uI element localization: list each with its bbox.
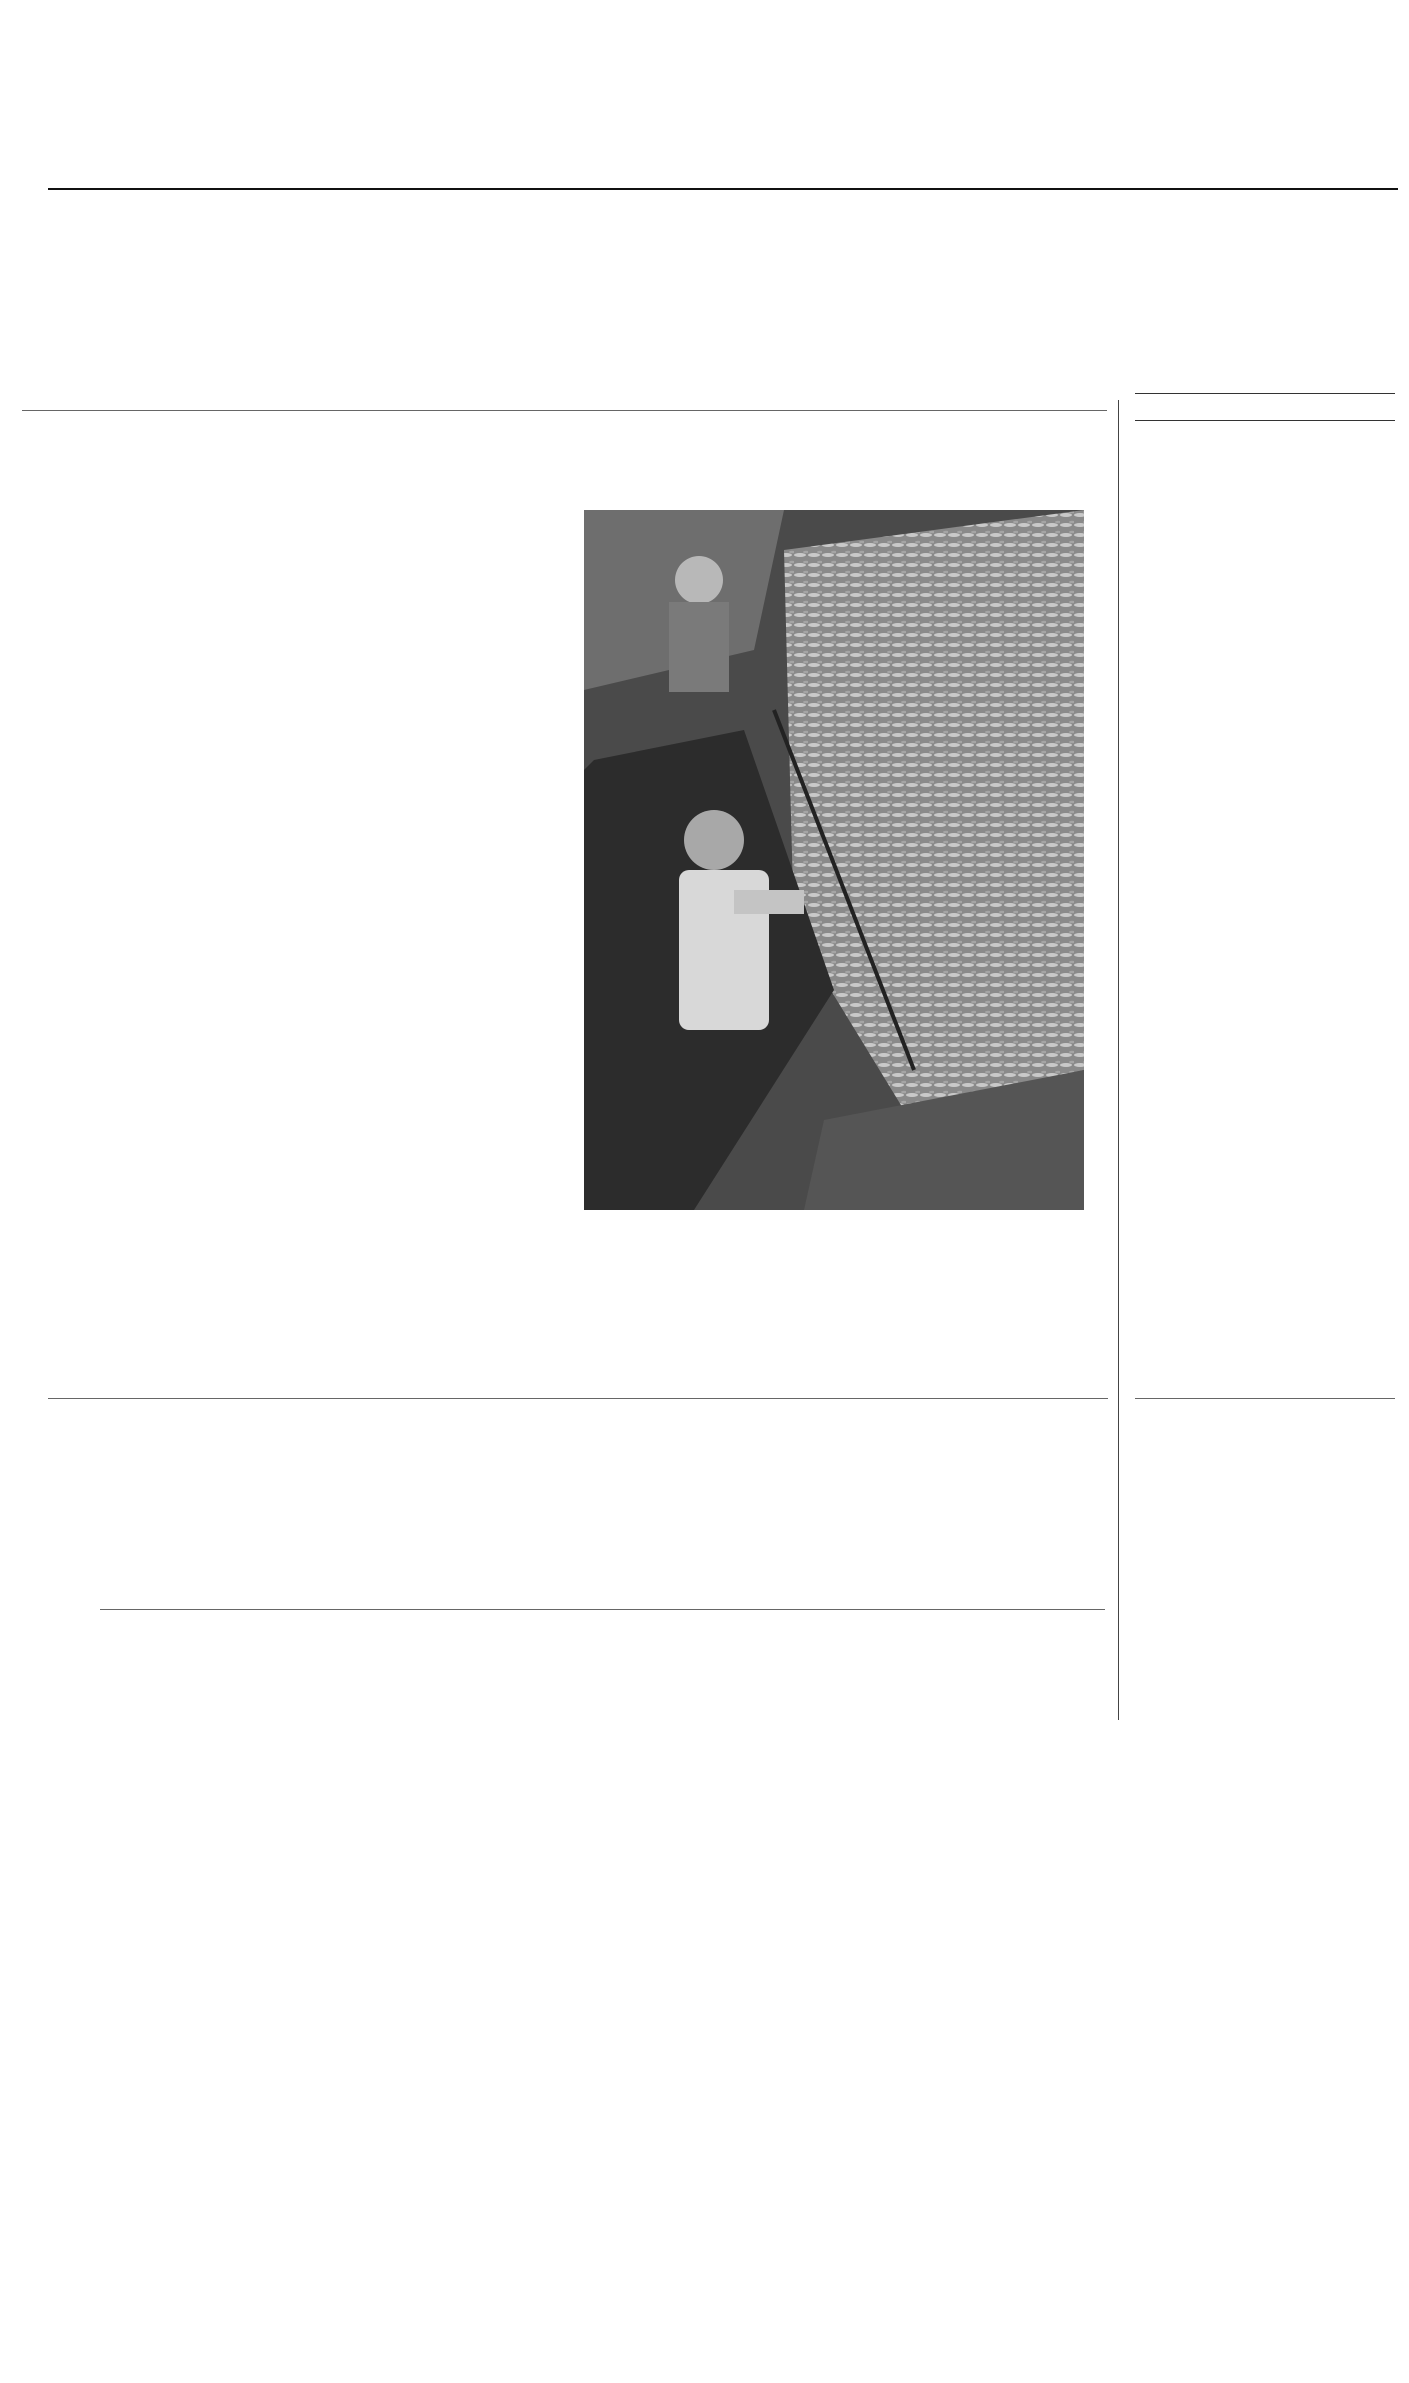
- photo-caption: [800, 1215, 1060, 1237]
- sidebar-label-text: [1135, 399, 1141, 414]
- issue-date: [404, 62, 421, 84]
- sidebar-item-2: [1135, 910, 1395, 1390]
- story2-byline-rule: [100, 1609, 1105, 1610]
- sidebar-body: [1135, 932, 1395, 1267]
- column-divider: [1118, 400, 1119, 1720]
- story2-rule: [48, 1398, 1108, 1399]
- sidebar-body: [1135, 1426, 1395, 1616]
- story2-column-1: [100, 1712, 312, 1720]
- sidebar-label: [1135, 393, 1395, 421]
- fishermen-photo: [584, 510, 1084, 1210]
- sidebar-rule: [1135, 1398, 1395, 1399]
- sidebar-item-1: [1135, 436, 1395, 896]
- masthead-rule: [48, 188, 1398, 190]
- photo-illustration: [584, 510, 1084, 1210]
- sidebar-body: [1135, 458, 1395, 788]
- story1-lead: [52, 433, 1077, 477]
- story1-column-1: [100, 510, 312, 1330]
- story1-column-2: [340, 510, 552, 1330]
- story1-rule: [22, 410, 1107, 411]
- story1-column-3: [584, 1235, 1084, 1330]
- story2-lead: [130, 1630, 1075, 1696]
- sidebar-item-3: [1135, 1412, 1395, 1712]
